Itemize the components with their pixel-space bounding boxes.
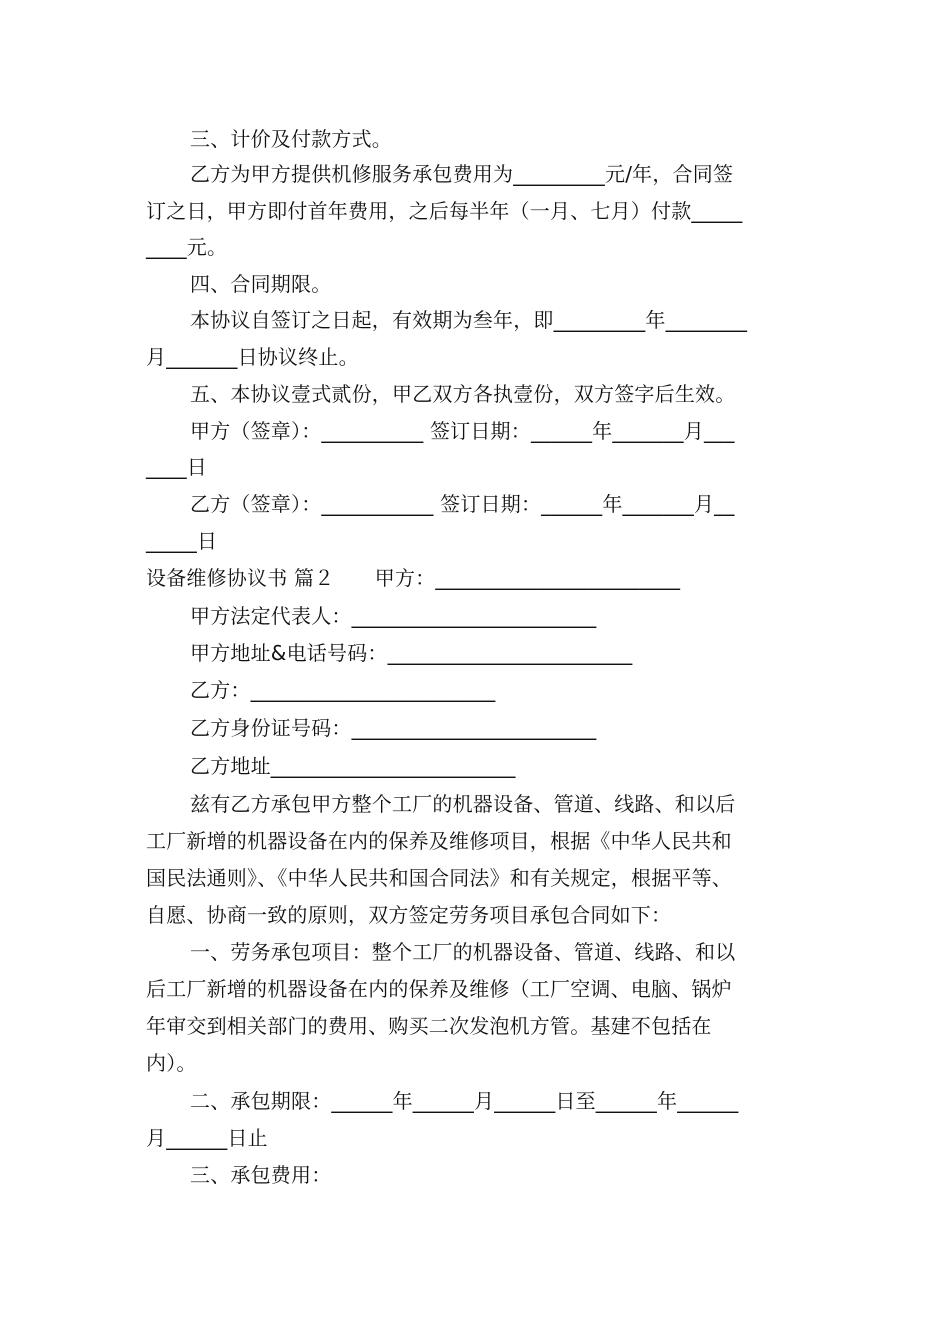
section-heading-copies: 五、本协议壹式贰份，甲乙双方各执壹份，双方签字后生效。 — [190, 382, 736, 406]
field-id-number: 乙方身份证号码：________________________ — [190, 716, 597, 740]
signature-line-party-a-cont: ____日 — [146, 455, 207, 479]
field-legal-representative: 甲方法定代表人：________________________ — [190, 604, 597, 628]
paragraph-line: 一、劳务承包项目：整个工厂的机器设备、管道、线路、和以 — [190, 940, 736, 964]
field-party-b-address: 乙方地址________________________ — [190, 754, 516, 778]
paragraph-line: 二、承包期限：______年______月______日至______年______ — [190, 1089, 739, 1113]
field-address-phone: 甲方地址&电话号码：________________________ — [190, 641, 633, 665]
agreement-title-party-a: 设备维修协议书 篇２ 甲方：________________________ — [146, 566, 681, 590]
paragraph-line: 年审交到相关部门的费用、购买二次发泡机方管。基建不包括在 — [146, 1014, 712, 1038]
paragraph-line: 月_______日协议终止。 — [146, 345, 359, 369]
field-party-b: 乙方：________________________ — [190, 678, 496, 702]
section-heading-term: 四、合同期限。 — [190, 272, 332, 296]
paragraph-line: 自愿、协商一致的原则，双方签定劳务项目承包合同如下： — [146, 903, 672, 927]
section-heading-fee: 三、承包费用： — [190, 1163, 332, 1187]
paragraph-line: 乙方为甲方提供机修服务承包费用为_________元/年，合同签 — [190, 162, 734, 186]
paragraph-line: 工厂新增的机器设备在内的保养及维修项目，根据《中华人民共和 — [146, 829, 732, 853]
paragraph-line: ____元。 — [146, 235, 228, 259]
paragraph-line: 国民法通则》、《中华人民共和国合同法》和有关规定，根据平等、 — [146, 866, 732, 890]
paragraph-line: 兹有乙方承包甲方整个工厂的机器设备、管道、线路、和以后 — [190, 792, 736, 816]
signature-line-party-b-cont: _____日 — [146, 529, 218, 553]
signature-line-party-b: 乙方（签章）：___________ 签订日期：______年_______月__ — [190, 492, 735, 516]
paragraph-line: 后工厂新增的机器设备在内的保养及维修（工厂空调、电脑、锅炉 — [146, 977, 732, 1001]
signature-line-party-a: 甲方（签章）：__________ 签订日期：______年_______月___ — [190, 419, 735, 443]
paragraph-line: 订之日，甲方即付首年费用，之后每半年（一月、七月）付款_____ — [146, 199, 743, 223]
section-heading-pricing: 三、计价及付款方式。 — [190, 127, 392, 151]
paragraph-line: 本协议自签订之日起，有效期为叁年，即_________年________ — [190, 308, 748, 332]
paragraph-line: 月______日止 — [146, 1126, 268, 1150]
paragraph-line: 内）。 — [146, 1051, 197, 1075]
